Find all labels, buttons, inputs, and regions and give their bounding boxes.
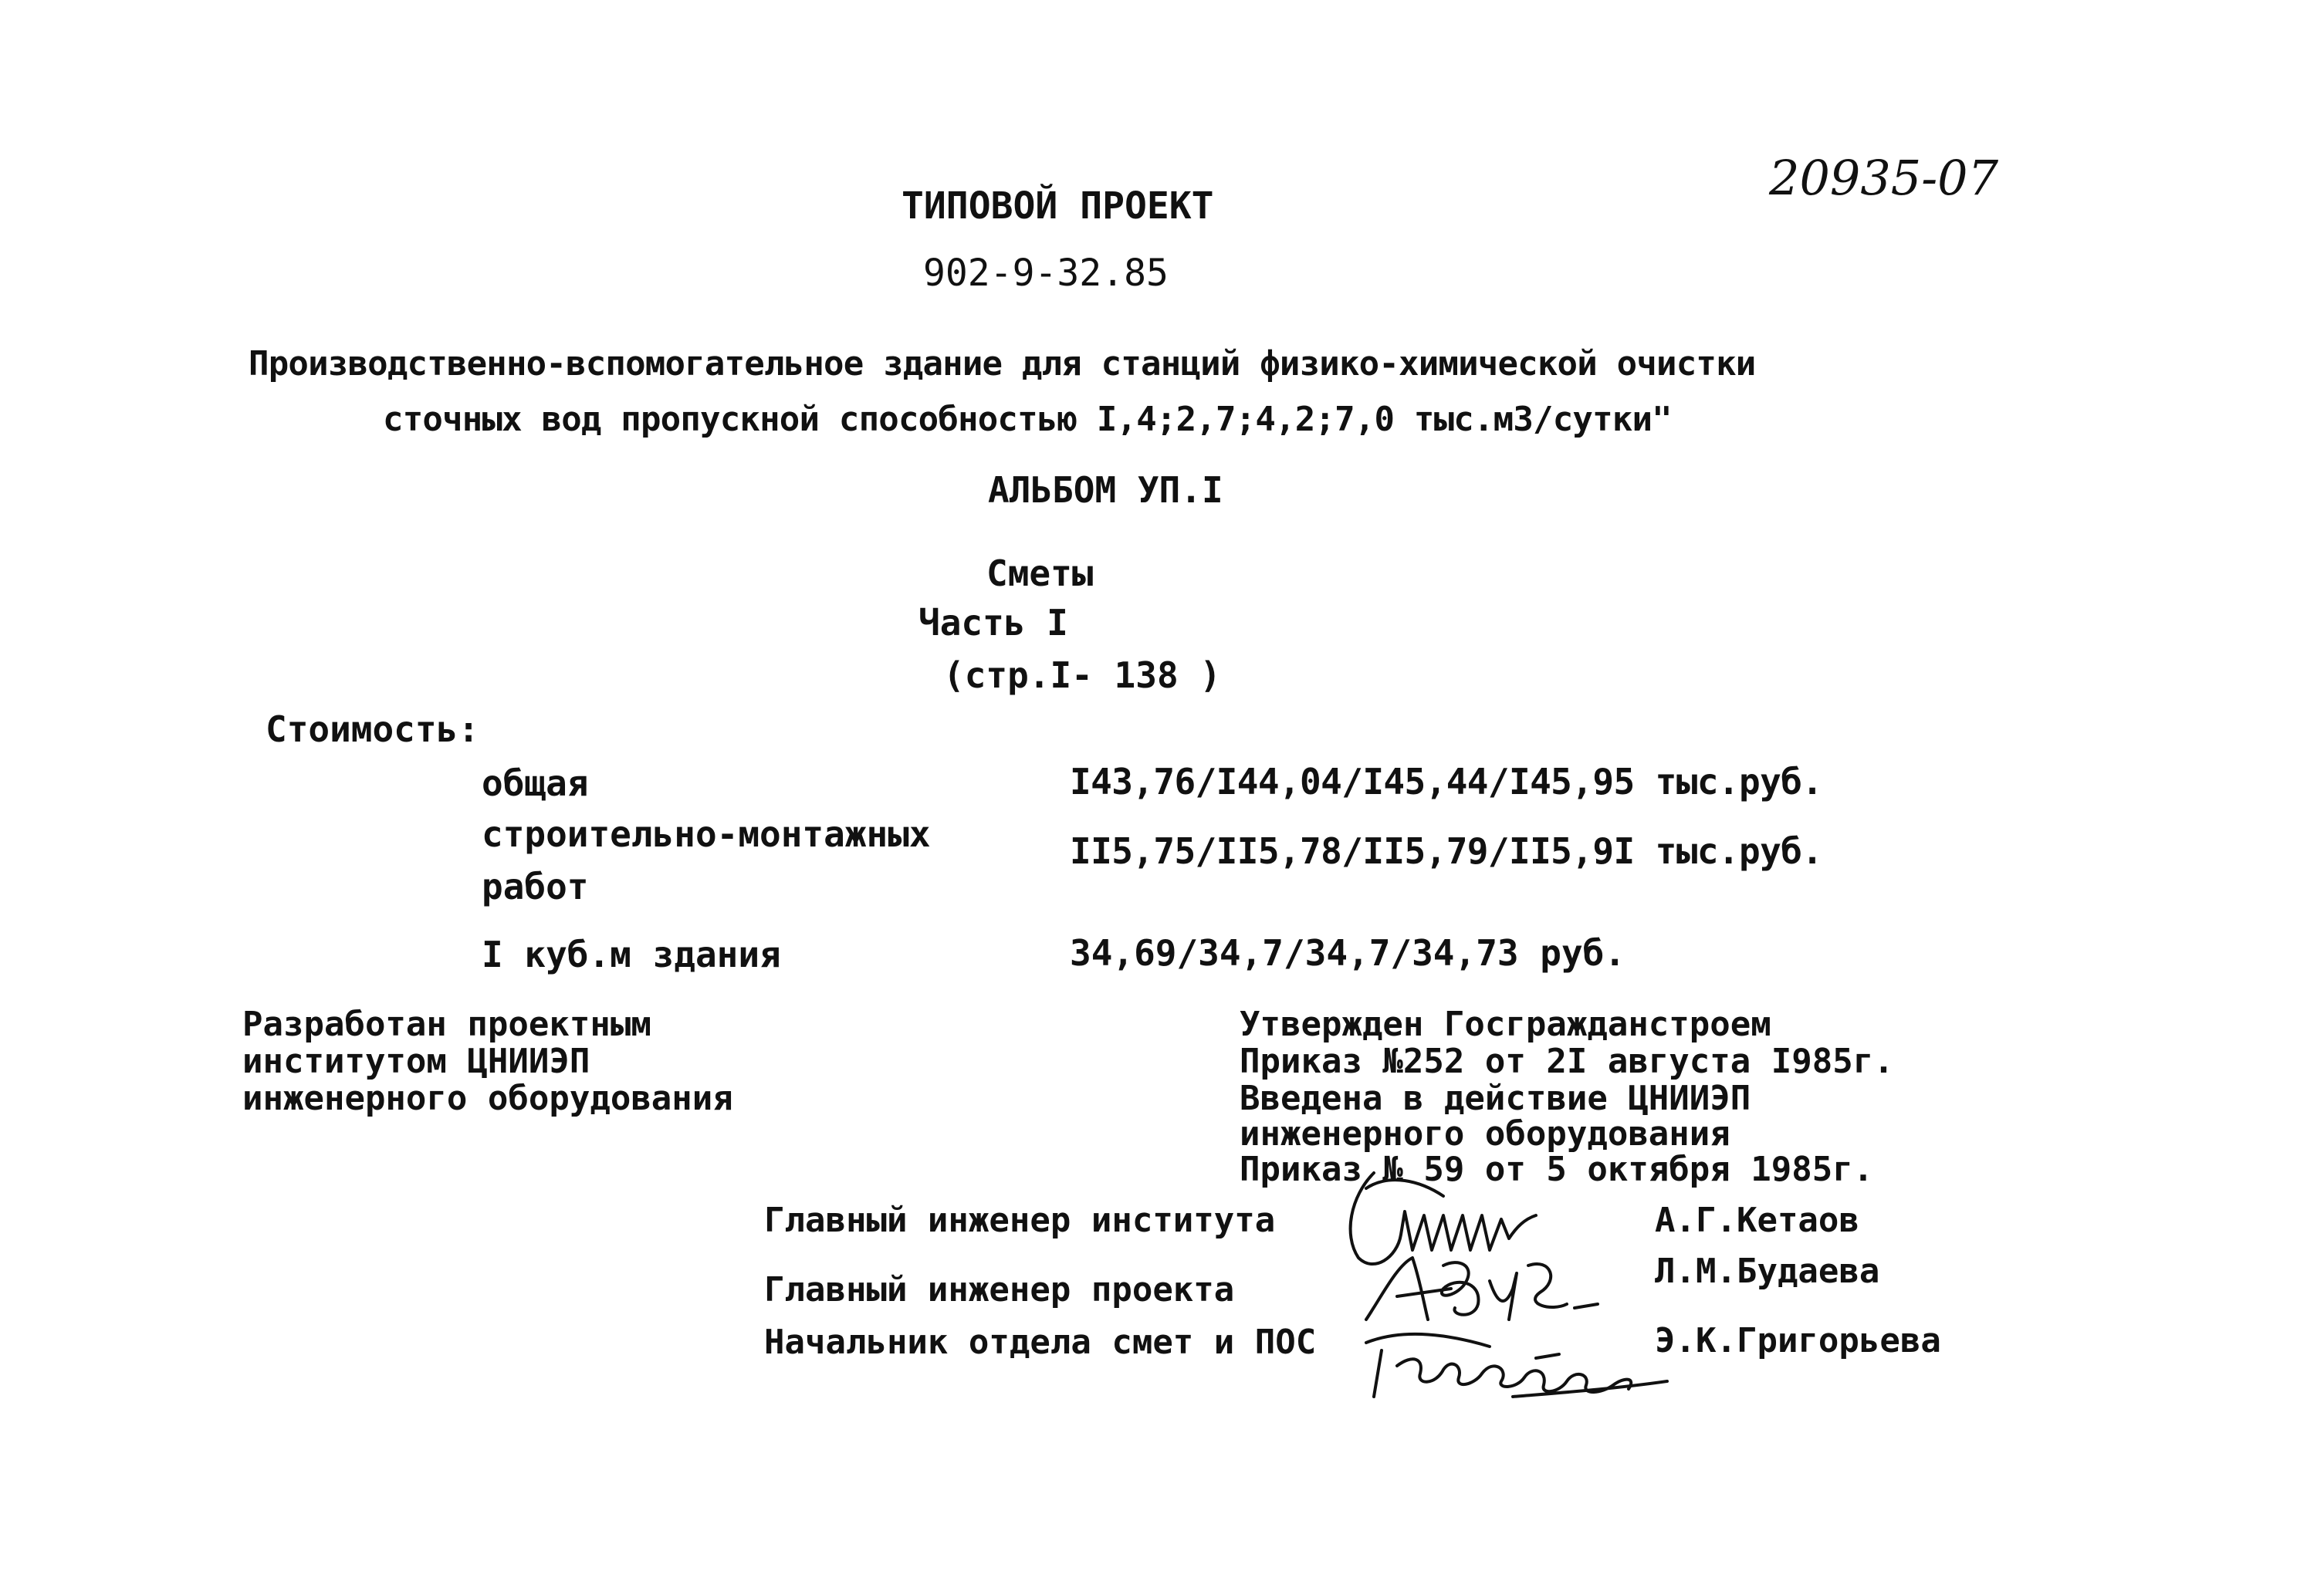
cost-label-total: общая [482, 762, 589, 804]
cost-value-cubic: 34,69/34,7/34,7/34,73 руб. [1070, 932, 1626, 974]
developer-line-1: Разработан проектным [242, 1005, 651, 1044]
developer-line-2: институтом ЦНИИЭП [242, 1042, 590, 1081]
album-title: АЛЬБОМ УП.I [988, 469, 1223, 511]
signatory-role-3: Начальник отдела смет и ПОС [764, 1323, 1317, 1362]
signatory-name-3: Э.К.Григорьева [1655, 1321, 1941, 1360]
section-part: Часть I [918, 602, 1068, 644]
title-line-2: сточных вод пропускной способностью I,4;2,7;4,2;7,0 тыс.м3/сутки" [383, 400, 1672, 439]
approval-line-5: Приказ № 59 от 5 октября 1985г. [1240, 1150, 1874, 1189]
approval-line-3: Введена в действие ЦНИИЭП [1240, 1079, 1751, 1118]
project-code: 902-9-32.85 [923, 252, 1169, 295]
handwritten-number: 20935-07 [1769, 150, 1999, 206]
cost-value-total: I43,76/I44,04/I45,44/I45,95 тыс.руб. [1070, 761, 1823, 803]
developer-line-3: инженерного оборудования [242, 1079, 733, 1118]
cost-label-cubic: I куб.м здания [482, 934, 781, 975]
section-name: Сметы [986, 553, 1094, 594]
approval-line-1: Утвержден Госгражданстроем [1240, 1005, 1771, 1044]
signature-head-estimates [1358, 1312, 1683, 1404]
signatory-name-1: А.Г.Кетаов [1655, 1201, 1859, 1240]
cost-label-construction-2: работ [482, 866, 589, 907]
signatory-role-2: Главный инженер проекта [764, 1270, 1235, 1309]
section-pages: (стр.I- 138 ) [943, 654, 1222, 696]
signatory-role-1: Главный инженер института [764, 1201, 1276, 1240]
approval-line-2: Приказ №252 от 2I августа I985г. [1240, 1042, 1894, 1081]
approval-line-4: инженерного оборудования [1240, 1114, 1730, 1154]
doc-type: ТИПОВОЙ ПРОЕКТ [902, 184, 1214, 228]
cost-heading: Стоимость: [266, 708, 479, 750]
title-line-1: Производственно-вспомогательное здание для станций физико-химической очистки [249, 344, 1756, 384]
cost-value-construction: II5,75/II5,78/II5,79/II5,9I тыс.руб. [1070, 830, 1823, 872]
signatory-name-2: Л.М.Будаева [1655, 1252, 1880, 1291]
cost-label-construction: строительно-монтажных [482, 813, 931, 855]
